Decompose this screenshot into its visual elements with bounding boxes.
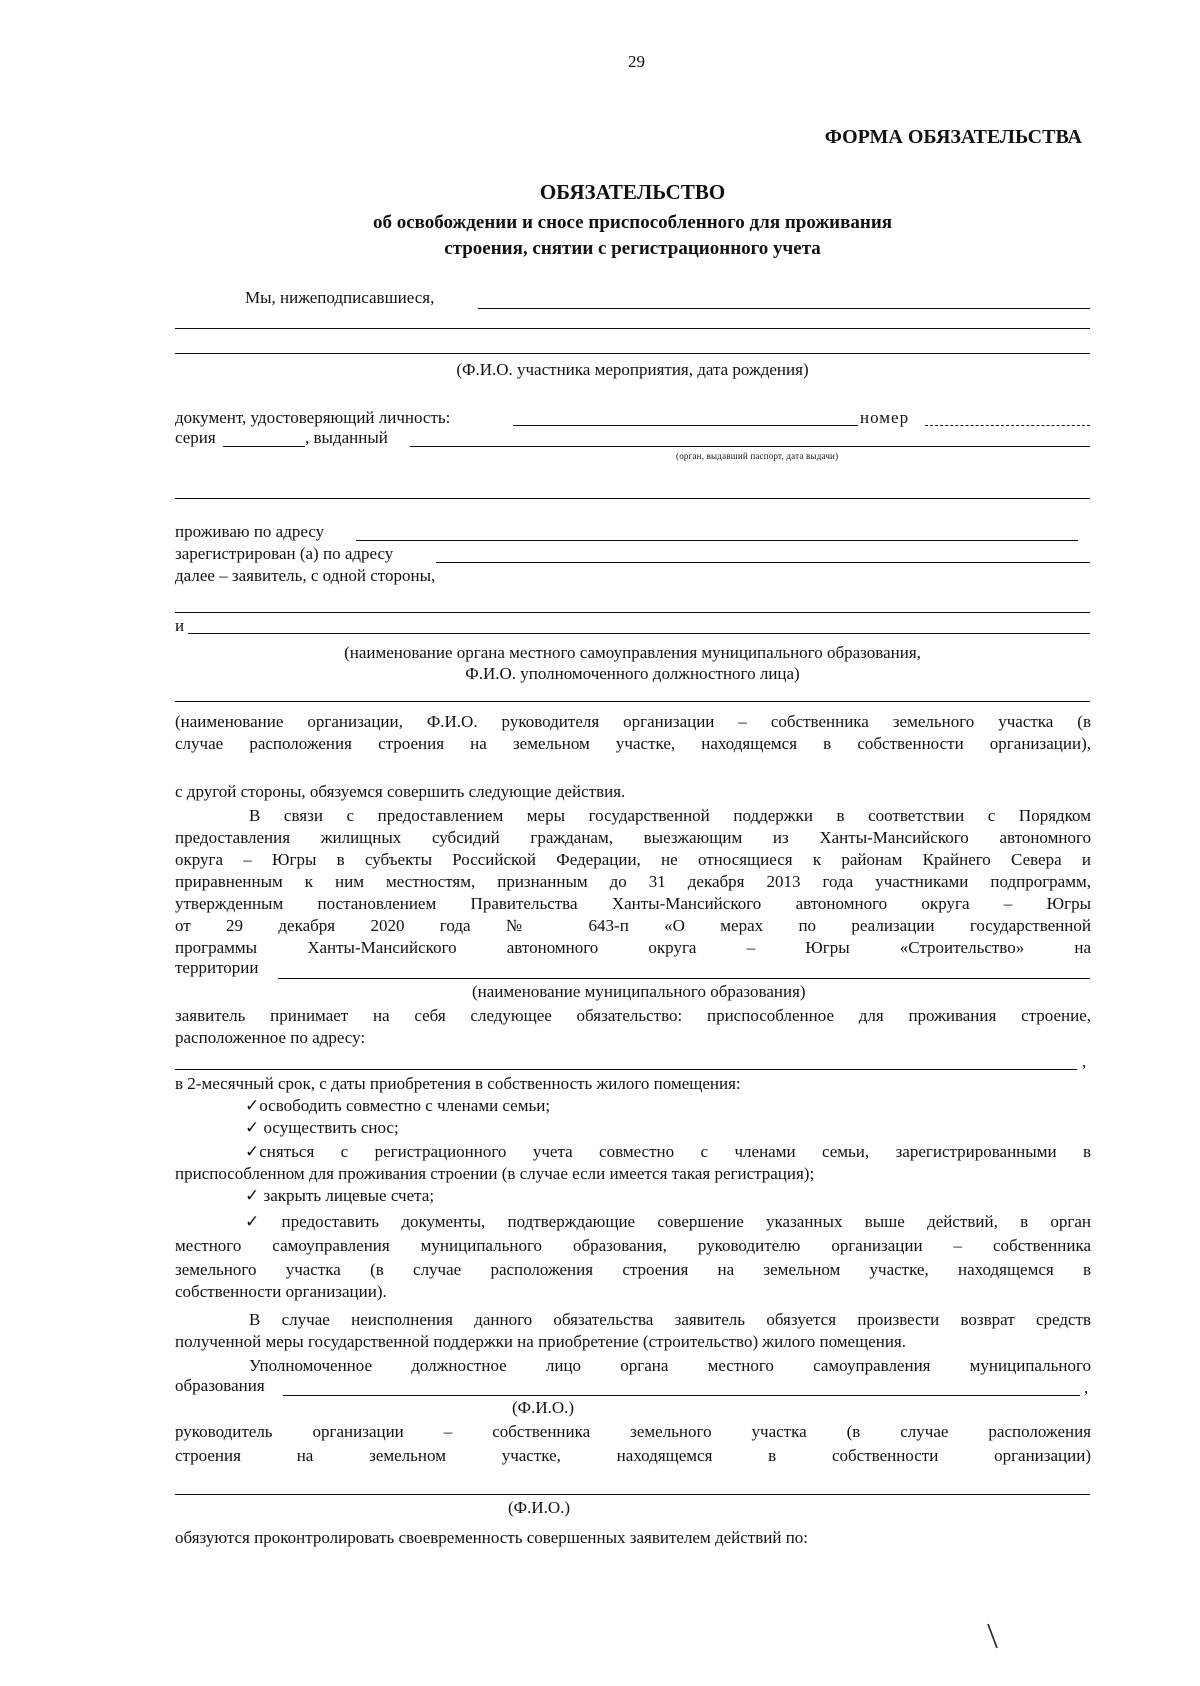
authority-hint-1: (наименование органа местного самоуправления муниципального образования, xyxy=(344,643,921,662)
paragraph-1-line-6: от 29 декабря 2020 года № 643-п «О мерах по реализации государственной xyxy=(175,916,1091,935)
item-demolish xyxy=(245,1118,399,1138)
item-close-accounts-text: закрыть лицевые счета; xyxy=(263,1186,435,1205)
id-document-label: документ, удостоверяющий личность: xyxy=(175,408,451,427)
item-close-accounts xyxy=(245,1186,434,1206)
official-line-2: образования xyxy=(175,1376,265,1395)
form-label: ФОРМА ОБЯЗАТЕЛЬСТВА xyxy=(824,126,1082,148)
item-documents-line-1 xyxy=(245,1212,1091,1232)
checkmark-icon: ✓ xyxy=(245,1212,260,1231)
other-side-text: с другой стороны, обязуемся совершить следующие действия. xyxy=(175,782,626,801)
item-release-text: освободить совместно с членами семьи; xyxy=(259,1096,551,1115)
paragraph-1-line-1: В связи с предоставлением меры государственной поддержки в соответствии с Порядком xyxy=(249,806,1091,825)
item-deregister-text-1: сняться с регистрационного учета совместно с членами семьи, зарегистрированными в xyxy=(259,1142,1091,1161)
default-clause-line-2: полученной меры государственной поддержки на приобретение (строительство) жилого помещения. xyxy=(175,1332,906,1351)
we-undersigned-label: Мы, нижеподписавшиеся, xyxy=(245,288,435,307)
item-documents-text-1: предоставить документы, подтверждающие совершение указанных выше действий, в орган xyxy=(281,1212,1092,1231)
item-release xyxy=(245,1096,550,1116)
paragraph-1-line-3: округа – Югры в субъекты Российской Федерации, не относящиеся к районам Крайнего Севера и xyxy=(175,850,1091,869)
address-comma: , xyxy=(1082,1052,1087,1071)
document-subtitle-1: об освобождении и сносе приспособленного для проживания xyxy=(372,212,893,233)
official-fio-hint: (Ф.И.О.) xyxy=(512,1398,575,1417)
item-deregister-line-2: приспособленном для проживания строении (в случае если имеется такая регистрация); xyxy=(175,1164,815,1183)
official-line-1: Уполномоченное должностное лицо органа местного самоуправления муниципального xyxy=(249,1356,1091,1375)
head-fio-hint: (Ф.И.О.) xyxy=(508,1498,571,1517)
head-line-2: строения на земельном участке, находящемся в собственности организации) xyxy=(175,1446,1091,1465)
number-field-line xyxy=(925,425,1090,426)
page-number: 29 xyxy=(628,52,645,71)
scan-mark-icon xyxy=(985,1622,1005,1652)
and-label: и xyxy=(175,616,185,635)
item-documents-line-2: местного самоуправления муниципального образования, руководителю организации – собственника xyxy=(175,1236,1091,1255)
undersigned-field-line-3 xyxy=(175,353,1090,354)
undersigned-field-line xyxy=(478,308,1090,309)
fio-hint: (Ф.И.О. участника мероприятия, дата рождения) xyxy=(456,360,809,379)
document-subtitle-2: строения, снятии с регистрационного учета xyxy=(444,238,821,259)
applicant-extra-line xyxy=(175,612,1090,613)
number-label: номер xyxy=(860,408,910,427)
series-label: серия xyxy=(175,428,216,447)
item-documents-line-3: земельного участка (в случае расположения строения на земельном участке, находящемся в xyxy=(175,1260,1091,1279)
paragraph-1-line-5: утвержденным постановлением Правительства Ханты-Мансийского автономного округа – Югры xyxy=(175,894,1091,913)
checkmark-icon: ✓ xyxy=(245,1186,260,1205)
building-address-field-line xyxy=(175,1069,1077,1070)
authority-field-line xyxy=(188,633,1090,634)
issued-by-label: , выданный xyxy=(305,428,388,447)
applicant-accepts-line-1: заявитель принимает на себя следующее обязательство: приспособленное для проживания строение, xyxy=(175,1006,1091,1025)
default-clause-line-1: В случае неисполнения данного обязательства заявитель обязуется произвести возврат средств xyxy=(249,1310,1091,1329)
passport-hint: (орган, выдавший паспорт, дата выдачи) xyxy=(676,451,839,461)
applicant-side-text: далее – заявитель, с одной стороны, xyxy=(175,566,436,585)
issued-by-field-line xyxy=(410,446,1090,447)
head-line-1: руководитель организации – собственника земельного участка (в случае расположения xyxy=(175,1422,1091,1441)
oblige-control-text: обязуются проконтролировать своевременность совершенных заявителем действий по: xyxy=(175,1528,809,1547)
applicant-accepts-line-2: расположенное по адресу: xyxy=(175,1028,366,1047)
checkmark-icon: ✓ xyxy=(245,1096,260,1115)
item-documents-line-4: собственности организации). xyxy=(175,1282,387,1301)
item-deregister-line-1 xyxy=(245,1142,1091,1162)
official-comma: , xyxy=(1084,1378,1089,1397)
territory-field-line xyxy=(278,978,1090,979)
official-field-line xyxy=(283,1395,1080,1396)
checkmark-icon: ✓ xyxy=(245,1142,260,1161)
residing-label: проживаю по адресу xyxy=(175,522,325,541)
issued-by-field-line-2 xyxy=(175,498,1090,499)
term-text: в 2-месячный срок, с даты приобретения в собственность жилого помещения: xyxy=(175,1074,741,1093)
residing-field-line xyxy=(356,540,1078,541)
document-title: ОБЯЗАТЕЛЬСТВО xyxy=(539,180,726,204)
municipality-hint: (наименование муниципального образования) xyxy=(472,982,806,1001)
registered-label: зарегистрирован (а) по адресу xyxy=(175,544,394,563)
organization-field-line xyxy=(175,701,1090,702)
checkmark-icon: ✓ xyxy=(245,1118,260,1137)
territory-label: территории xyxy=(175,958,259,977)
id-document-field-line xyxy=(513,425,858,426)
organization-hint-line-1: (наименование организации, Ф.И.О. руководителя организации – собственника земельного участка (в xyxy=(175,712,1091,731)
item-demolish-text: осуществить снос; xyxy=(263,1118,399,1137)
organization-hint-line-2: случае расположения строения на земельном участке, находящемся в собственности организации), xyxy=(175,734,1091,753)
paragraph-1-line-7: программы Ханты-Мансийского автономного округа – Югры «Строительство» на xyxy=(175,938,1091,957)
authority-hint-2: Ф.И.О. уполномоченного должностного лица) xyxy=(465,664,800,683)
paragraph-1-line-2: предоставления жилищных субсидий гражданам, выезжающим из Ханты-Мансийского автономного xyxy=(175,828,1091,847)
head-field-line xyxy=(175,1494,1090,1495)
series-field-line xyxy=(223,446,305,447)
paragraph-1-line-4: приравненным к ним местностям, признанным до 31 декабря 2013 года участниками подпрограмм, xyxy=(175,872,1091,891)
undersigned-field-line-2 xyxy=(175,328,1090,329)
registered-field-line xyxy=(436,562,1090,563)
